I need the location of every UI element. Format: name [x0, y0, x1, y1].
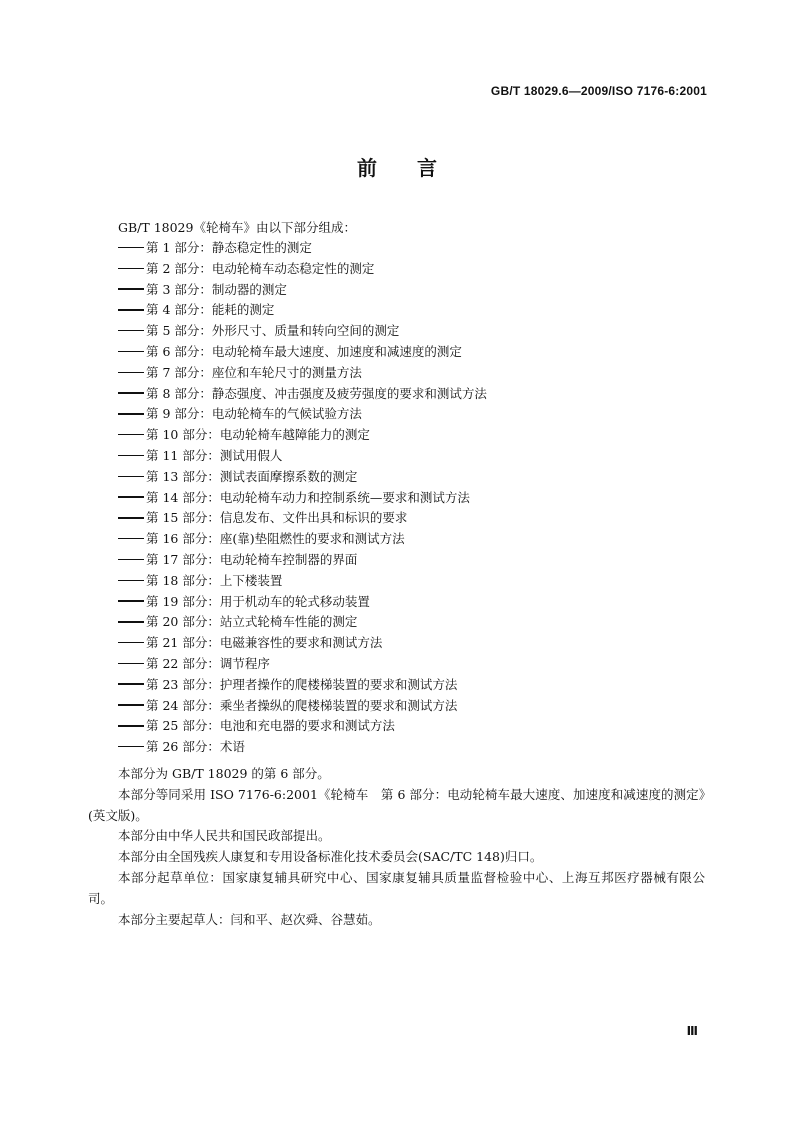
- paragraph: 本部分起草单位：国家康复辅具研究中心、国家康复辅具质量监督检验中心、上海互邦医疗器械有限公司。: [88, 869, 705, 906]
- part-label: 第 17 部分：电动轮椅车控制器的界面: [146, 551, 358, 567]
- part-label: 第 7 部分：座位和车轮尺寸的测量方法: [146, 364, 362, 380]
- parts-list: [118, 238, 487, 758]
- list-item: [118, 384, 487, 405]
- intro-line: GB/T 18029《轮椅车》由以下部分组成：: [118, 220, 356, 235]
- part-label: 第 4 部分：能耗的测定: [146, 302, 275, 318]
- list-item: [118, 404, 487, 425]
- part-label: 第 23 部分：护理者操作的爬楼梯装置的要求和测试方法: [146, 676, 458, 692]
- list-item: [118, 633, 487, 654]
- list-item: [118, 696, 487, 717]
- list-item: [118, 529, 487, 550]
- em-dash-icon: [118, 288, 144, 290]
- list-item: [118, 446, 487, 467]
- paragraph: 本部分由中华人民共和国民政部提出。: [118, 828, 331, 844]
- list-item: [118, 342, 487, 363]
- paragraph: 本部分等同采用 ISO 7176-6:2001《轮椅车 第 6 部分：电动轮椅车最大速度、加速度和减速度的测定》(英文版)。: [88, 786, 705, 823]
- list-item: [118, 737, 487, 758]
- list-item: [118, 675, 487, 696]
- em-dash-icon: [118, 580, 144, 582]
- em-dash-icon: [118, 704, 144, 706]
- part-label: 第 15 部分：信息发布、文件出具和标识的要求: [146, 510, 408, 526]
- part-label: 第 14 部分：电动轮椅车动力和控制系统—要求和测试方法: [146, 489, 470, 505]
- list-item: [118, 592, 487, 613]
- part-label: 第 9 部分：电动轮椅车的气候试验方法: [146, 406, 362, 422]
- list-item: [118, 508, 487, 529]
- em-dash-icon: [118, 247, 144, 249]
- part-label: 第 19 部分：用于机动车的轮式移动装置: [146, 593, 370, 609]
- part-label: 第 18 部分：上下楼装置: [146, 572, 283, 588]
- em-dash-icon: [118, 455, 144, 457]
- list-item: [118, 571, 487, 592]
- part-label: 第 5 部分：外形尺寸、质量和转向空间的测定: [146, 323, 400, 339]
- em-dash-icon: [118, 725, 144, 727]
- em-dash-icon: [118, 268, 144, 270]
- part-label: 第 22 部分：调节程序: [146, 655, 270, 671]
- em-dash-icon: [118, 683, 144, 685]
- part-label: 第 6 部分：电动轮椅车最大速度、加速度和减速度的测定: [146, 343, 462, 359]
- em-dash-icon: [118, 372, 144, 374]
- document-code: GB/T 18029.6—2009/ISO 7176-6:2001: [490, 84, 707, 98]
- list-item: [118, 321, 487, 342]
- em-dash-icon: [118, 600, 144, 602]
- part-label: 第 8 部分：静态强度、冲击强度及疲劳强度的要求和测试方法: [146, 385, 487, 401]
- list-item: [118, 238, 487, 259]
- part-label: 第 13 部分：测试表面摩擦系数的测定: [146, 468, 358, 484]
- em-dash-icon: [118, 663, 144, 665]
- em-dash-icon: [118, 746, 144, 748]
- em-dash-icon: [118, 413, 144, 415]
- paragraph: 本部分由全国残疾人康复和专用设备标准化技术委员会(SAC/TC 148)归口。: [118, 849, 543, 865]
- part-label: 第 11 部分：测试用假人: [146, 447, 283, 463]
- paragraph: 本部分为 GB/T 18029 的第 6 部分。: [118, 766, 330, 781]
- em-dash-icon: [118, 351, 144, 353]
- part-label: 第 24 部分：乘坐者操纵的爬楼梯装置的要求和测试方法: [146, 697, 458, 713]
- list-item: [118, 425, 487, 446]
- em-dash-icon: [118, 309, 144, 311]
- list-item: [118, 467, 487, 488]
- list-item: [118, 716, 487, 737]
- list-item: [118, 550, 487, 571]
- list-item: [118, 363, 487, 384]
- list-item: [118, 488, 487, 509]
- paragraph: 本部分主要起草人：闫和平、赵次舜、谷慧茹。: [118, 911, 381, 927]
- part-label: 第 16 部分：座(靠)垫阻燃性的要求和测试方法: [146, 531, 405, 547]
- list-item: [118, 259, 487, 280]
- em-dash-icon: [118, 559, 144, 561]
- list-item: [118, 654, 487, 675]
- page-title: 前言: [357, 156, 477, 180]
- part-label: 第 10 部分：电动轮椅车越障能力的测定: [146, 427, 370, 443]
- part-label: 第 2 部分：电动轮椅车动态稳定性的测定: [146, 260, 375, 276]
- page-number: Ⅲ: [686, 1024, 698, 1038]
- em-dash-icon: [118, 434, 144, 436]
- em-dash-icon: [118, 621, 144, 623]
- list-item: [118, 280, 487, 301]
- em-dash-icon: [118, 538, 144, 540]
- em-dash-icon: [118, 642, 144, 644]
- part-label: 第 21 部分：电磁兼容性的要求和测试方法: [146, 635, 383, 651]
- em-dash-icon: [118, 517, 144, 519]
- part-label: 第 26 部分：术语: [146, 739, 245, 755]
- part-label: 第 3 部分：制动器的测定: [146, 281, 287, 297]
- part-label: 第 20 部分：站立式轮椅车性能的测定: [146, 614, 358, 630]
- body-paragraphs: [88, 764, 705, 930]
- em-dash-icon: [118, 330, 144, 332]
- list-item: [118, 612, 487, 633]
- list-item: [118, 300, 487, 321]
- em-dash-icon: [118, 476, 144, 478]
- em-dash-icon: [118, 392, 144, 394]
- part-label: 第 25 部分：电池和充电器的要求和测试方法: [146, 718, 395, 734]
- part-label: 第 1 部分：静态稳定性的测定: [146, 240, 312, 255]
- em-dash-icon: [118, 496, 144, 498]
